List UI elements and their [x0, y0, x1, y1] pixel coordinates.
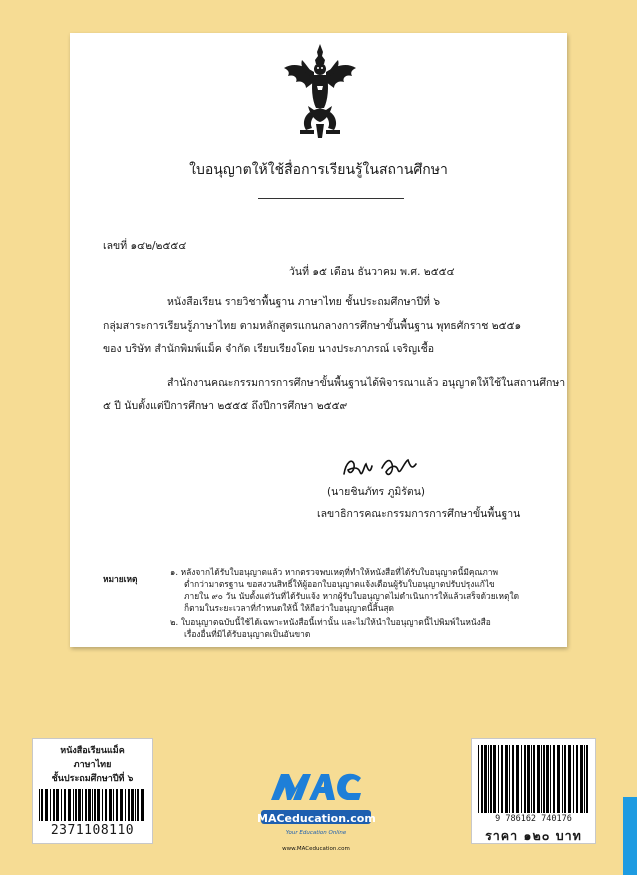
barcode-bar [141, 789, 144, 821]
letter-body-line: หนังสือเรียน รายวิชาพื้นฐาน ภาษาไทย ชั้นประถมศึกษาปีที่ ๖ [167, 296, 441, 308]
barcode-bar [562, 745, 563, 813]
signer-name: (นายชินภัทร ภูมิรัตน) [327, 486, 426, 498]
barcode-bar [546, 745, 549, 813]
barcode-bar [85, 789, 87, 821]
website-url: www.MACeducation.com [282, 846, 350, 852]
letter-date: วันที่ ๑๕ เดือน ธันวาคม พ.ศ. ๒๕๕๔ [289, 266, 455, 278]
barcode-bar [478, 745, 479, 813]
barcode-bar [481, 745, 483, 813]
barcode-bar [109, 789, 112, 821]
barcode-bar [573, 745, 574, 813]
barcode-bar [45, 789, 48, 821]
barcode-bar [105, 789, 107, 821]
barcode-bar [537, 745, 540, 813]
barcode-bar [488, 745, 489, 813]
letter-body-line: ๕ ปี นับตั้งแต่ปีการศึกษา ๒๕๕๕ ถึงปีการศึกษา ๒๕๕๙ [103, 400, 348, 412]
barcode-bar [41, 789, 43, 821]
label-grade: ชั้นประถมศึกษาปีที่ ๖ [51, 774, 134, 784]
license-document [70, 33, 567, 647]
letter-body-line: ของ บริษัท สำนักพิมพ์แม็ค จำกัด เรียบเรียงโดย นางประภาภรณ์ เจริญเชื้อ [103, 343, 435, 355]
barcode-bar [97, 789, 100, 821]
barcode-bar [116, 789, 118, 821]
barcode-bar [82, 789, 83, 821]
book-code-number: 2371108110 [50, 823, 135, 838]
barcode-bar [39, 789, 40, 821]
barcode-bar [498, 745, 499, 813]
barcode-bar [568, 745, 571, 813]
barcode-bar [490, 745, 492, 813]
barcode-bar [516, 745, 519, 813]
garuda-emblem-icon [280, 42, 360, 142]
barcode-bar [135, 789, 136, 821]
barcode-bar [484, 745, 487, 813]
barcode-bar [505, 745, 508, 813]
barcode-bar [509, 745, 510, 813]
barcode-bar [94, 789, 96, 821]
barcode-bar [75, 789, 77, 821]
label-series: หนังสือเรียนแม็ค [60, 746, 125, 756]
spine-accent-strip [623, 797, 637, 875]
barcode-bar [541, 745, 542, 813]
label-subject: ภาษาไทย [73, 760, 112, 770]
barcode-bar [584, 745, 585, 813]
barcode-bar [501, 745, 503, 813]
barcode-bar [564, 745, 566, 813]
barcode-bar [493, 745, 496, 813]
note-line: ๑. หลังจากได้รับใบอนุญาตแล้ว หากตรวจพบเหตุที่ทำให้หนังสือที่ได้รับใบอนุญาตนี้มีคุณภาพ [170, 567, 498, 577]
barcode-bar [533, 745, 535, 813]
letter-number: เลขที่ ๑๔๒/๒๕๕๔ [103, 240, 187, 252]
mac-logo [257, 766, 375, 856]
barcode-bar [120, 789, 123, 821]
note-line: ก็ตามในระยะเวลาที่กำหนดให้นี้ ให้ถือว่าใบอนุญาตนี้สิ้นสุด [184, 603, 394, 613]
barcode-bar [512, 745, 514, 813]
barcode-bar [78, 789, 81, 821]
barcode-bar [553, 745, 555, 813]
barcode-bar [580, 745, 583, 813]
barcode-bar [543, 745, 545, 813]
barcode-bar [64, 789, 66, 821]
signer-title: เลขาธิการคณะกรรมการการศึกษาขั้นพื้นฐาน [317, 508, 521, 520]
book-code-barcode [39, 789, 146, 821]
book-code-label [32, 738, 153, 844]
barcode-bar [50, 789, 51, 821]
barcode-bar [527, 745, 530, 813]
barcode-bar [576, 745, 578, 813]
handwritten-signature [338, 452, 428, 482]
barcode-bar [53, 789, 55, 821]
barcode-bar [586, 745, 588, 813]
isbn-label [471, 738, 596, 844]
barcode-bar [531, 745, 532, 813]
barcode-bar [550, 745, 551, 813]
barcode-bar [128, 789, 130, 821]
barcode-bar [524, 745, 526, 813]
barcode-bar [521, 745, 522, 813]
barcode-bar [137, 789, 139, 821]
note-line: ภายใน ๙๐ วัน นับตั้งแต่วันที่ได้รับแจ้ง หากผู้รับใบอนุญาตไม่ดำเนินการให้แล้วเสร็จด้วยเหตุใด [184, 591, 520, 601]
logo-tagline: Your Education Online [285, 830, 347, 836]
note-line: ต่ำกว่ามาตรฐาน ขอสงวนสิทธิ์ให้ผู้ออกใบอนุญาตแจ้งเตือนผู้รับใบอนุญาตปรับปรุงแก้ไข [184, 579, 495, 589]
note-line: ๒. ใบอนุญาตฉบับนี้ใช้ได้เฉพาะหนังสือนี้เท่านั้น และไม่ให้นำใบอนุญาตนี้ไปพิมพ์ในหนังสือ [170, 617, 491, 627]
note-label: หมายเหตุ [103, 574, 138, 584]
logo-wordmark: MACeducation.com [257, 812, 376, 825]
letter-body-line: กลุ่มสาระการเรียนรู้ภาษาไทย ตามหลักสูตรแกนกลางการศึกษาขั้นพื้นฐาน พุทธศักราช ๒๕๕๑ [103, 320, 522, 332]
barcode-bar [56, 789, 59, 821]
barcode-bar [113, 789, 114, 821]
letter-body-line: สำนักงานคณะกรรมการการศึกษาขั้นพื้นฐานได้พิจารณาแล้ว อนุญาตให้ใช้ในสถานศึกษา [167, 377, 566, 389]
barcode-bar [125, 789, 126, 821]
isbn-barcode [478, 745, 589, 813]
barcode-bar [131, 789, 134, 821]
barcode-bar [102, 789, 103, 821]
title-underline [258, 198, 404, 199]
price-text: ราคา ๑๒๐ บาท [485, 828, 582, 843]
barcode-bar [88, 789, 91, 821]
barcode-bar [92, 789, 93, 821]
note-line: เรื่องอื่นที่มิได้รับอนุญาตเป็นอันขาด [184, 629, 311, 639]
isbn-number: 9 786162 740176 [495, 814, 572, 824]
barcode-bar [61, 789, 62, 821]
barcode-bar [68, 789, 71, 821]
letter-title: ใบอนุญาตให้ใช้สื่อการเรียนรู้ในสถานศึกษา [189, 162, 448, 178]
barcode-bar [73, 789, 74, 821]
barcode-bar [557, 745, 560, 813]
